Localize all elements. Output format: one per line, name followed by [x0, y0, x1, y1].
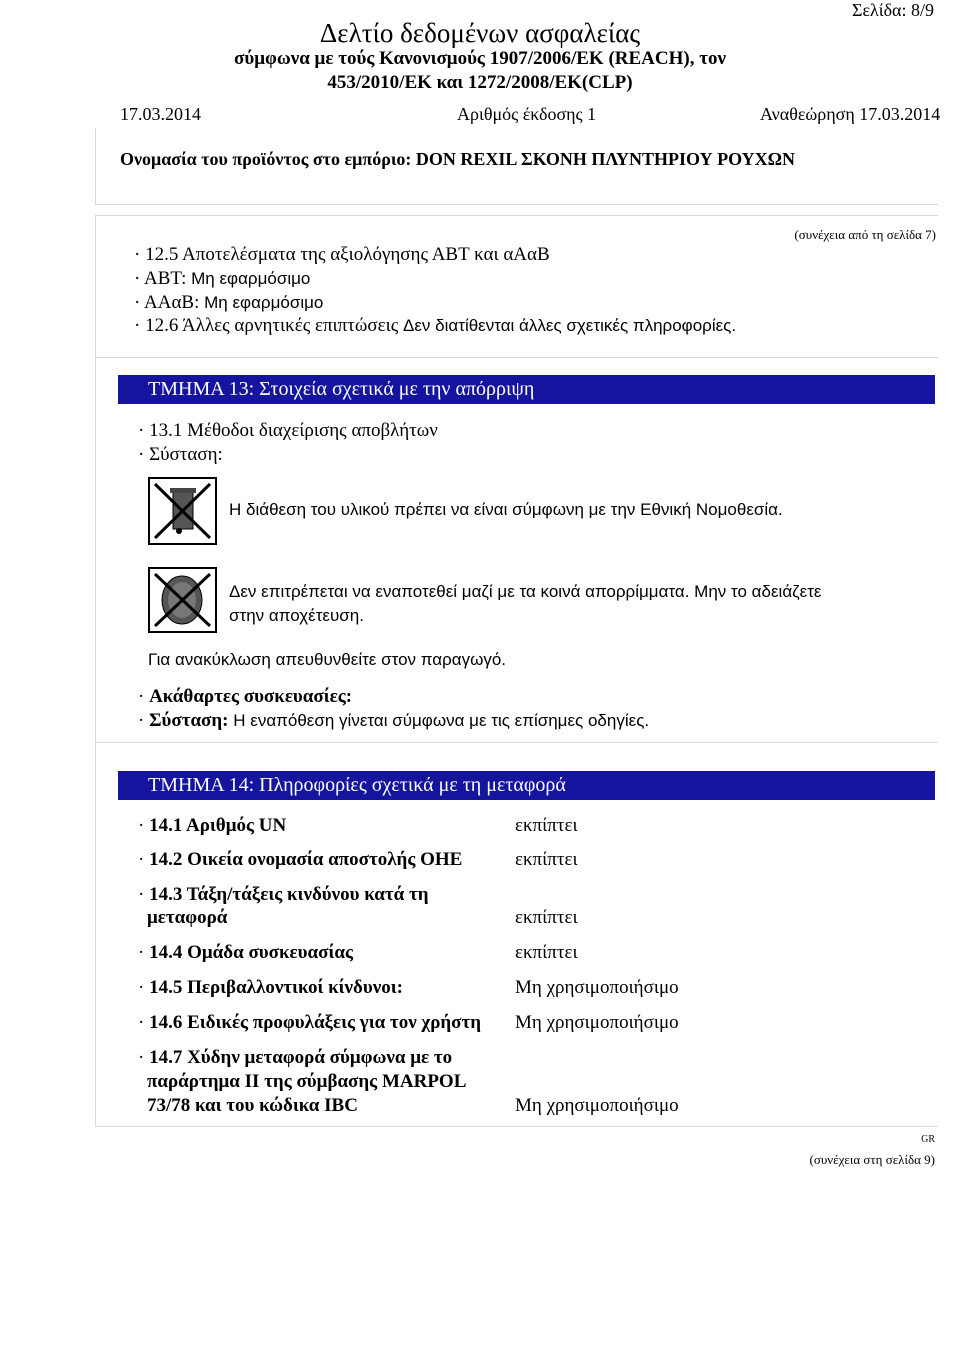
transport-value-user-precautions: Μη χρησιμοποιήσιμο — [515, 1012, 679, 1033]
pbt-row: · ΑΒΤ: Μη εφαρμόσιμο — [134, 268, 311, 289]
transport-value-hazard-class: εκπίπτει — [515, 907, 578, 928]
transport-row-bulk-line3: 73/78 και του κώδικα IBC — [147, 1095, 358, 1116]
document-subtitle-line2: 453/2010/ΕΚ και 1272/2008/ΕΚ(CLP) — [327, 72, 633, 93]
pbt-heading: · 12.5 Αποτελέσματα της αξιολόγησης ΑΒΤ και αΑαΒ — [134, 244, 550, 265]
product-name: Ονομασία του προϊόντος στο εμπόριο: DON REXIL ΣΚΟΝΗ ΠΛΥΝΤΗΡΙΟΥ ΡΟΥΧΩΝ — [120, 149, 796, 169]
transport-value-packing-group: εκπίπτει — [515, 942, 578, 963]
transport-row-env-hazards: · 14.5 Περιβαλλοντικοί κίνδυνοι: — [138, 977, 403, 998]
transport-row-shipping-name: · 14.2 Οικεία ονομασία αποστολής ΟΗΕ — [138, 849, 463, 870]
packaging-recommendation: · Σύσταση: Η εναπόθεση γίνεται σύμφωνα με τις επίσημες οδηγίες. — [138, 710, 650, 731]
transport-row-packing-group: · 14.4 Ομάδα συσκευασίας — [138, 942, 353, 963]
continued-on: (συνέχεια στη σελίδα 9) — [809, 1152, 935, 1167]
transport-row-user-precautions: · 14.6 Ειδικές προφυλάξεις για τον χρήστη — [138, 1012, 482, 1033]
section14-frame-bottom — [95, 1126, 938, 1127]
section13-title: ΤΜΗΜΑ 13: Στοιχεία σχετικά με την απόρριψη — [148, 378, 535, 400]
drain-text-line2: στην αποχέτευση. — [229, 606, 364, 625]
section12-frame-left — [95, 215, 96, 365]
transport-row-bulk-line2: παράρτημα II της σύμβασης MARPOL — [147, 1071, 467, 1092]
section13-frame-bottom — [95, 742, 938, 743]
print-date: 17.03.2014 — [120, 104, 201, 124]
product-frame-bottom — [95, 204, 938, 205]
section12-frame-bottom — [95, 357, 938, 358]
no-drain-icon — [148, 567, 217, 633]
section14-title: ΤΜΗΜΑ 14: Πληροφορίες σχετικά με τη μεταφορά — [148, 774, 566, 796]
document-title: Δελτίο δεδομένων ασφαλείας — [319, 18, 641, 48]
product-frame-left — [95, 128, 96, 204]
continued-from: (συνέχεια από τη σελίδα 7) — [794, 227, 936, 242]
version-number: Αριθμός έκδοσης 1 — [457, 104, 597, 124]
other-effects-row: · 12.6 Άλλες αρνητικές επιπτώσεις Δεν διατίθενται άλλες σχετικές πληροφορίες. — [134, 315, 737, 336]
country-code: GR — [921, 1134, 935, 1145]
waste-methods: · 13.1 Μέθοδοι διαχείρισης αποβλήτων — [138, 420, 438, 441]
transport-value-env-hazards: Μη χρησιμοποιήσιμο — [515, 977, 679, 998]
section14-frame-left — [95, 742, 96, 1126]
section13-frame-left — [95, 357, 96, 743]
section12-frame-top — [95, 215, 938, 216]
page-number: Σελίδα: 8/9 — [851, 0, 934, 20]
recommendation-label: · Σύσταση: — [138, 444, 223, 465]
transport-value-shipping-name: εκπίπτει — [515, 849, 578, 870]
vpvb-row: · ΑΑαΒ: Μη εφαρμόσιμο — [134, 292, 324, 313]
transport-value-bulk: Μη χρησιμοποιήσιμο — [515, 1095, 679, 1116]
section14-title-bar — [118, 771, 935, 800]
drain-text-line1: Δεν επιτρέπεται να εναποτεθεί μαζί με τα κοινά απορρίμματα. Μην το αδειάζετε — [229, 582, 822, 601]
revision-date: Αναθεώρηση 17.03.2014 — [760, 104, 941, 124]
disposal-text: Η διάθεση του υλικού πρέπει να είναι σύμφωνη με την Εθνική Νομοθεσία. — [229, 500, 783, 519]
transport-row-bulk-line1: · 14.7 Χύδην μεταφορά σύμφωνα με το — [138, 1047, 453, 1068]
recycling-text: Για ανακύκλωση απευθυνθείτε στον παραγωγό. — [148, 650, 507, 669]
transport-row-hazard-class-line1: · 14.3 Τάξη/τάξεις κινδύνου κατά τη — [138, 884, 429, 905]
transport-row-hazard-class-line2: μεταφορά — [147, 907, 228, 928]
section13-title-bar — [118, 375, 935, 404]
unclean-packaging: · Ακάθαρτες συσκευασίες: — [138, 686, 353, 707]
no-waste-bin-icon — [148, 477, 217, 545]
transport-value-un: εκπίπτει — [515, 815, 578, 836]
transport-row-un: · 14.1 Αριθμός UN — [138, 815, 287, 836]
document-subtitle-line1: σύμφωνα με τούς Κανονισμούς 1907/2006/ΕΚ (REACH), τον — [234, 48, 726, 69]
